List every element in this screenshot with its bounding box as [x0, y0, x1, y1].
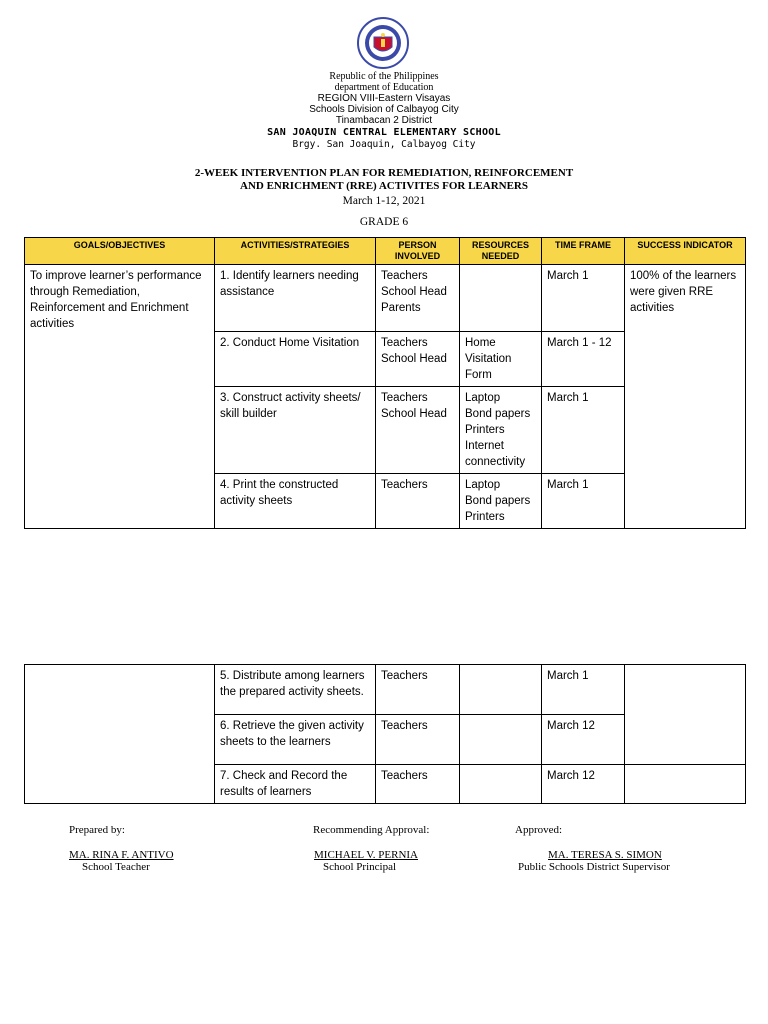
recommending-label: Recommending Approval: [313, 824, 430, 836]
activity-cell: 4. Print the constructed activity sheets [215, 474, 376, 529]
resources-cell [460, 665, 542, 715]
header-time: TIME FRAME [542, 238, 625, 265]
prepared-by-title: School Teacher [82, 861, 150, 873]
activity-cell: 6. Retrieve the given activity sheets to the learners [215, 715, 376, 765]
school-address: Brgy. San Joaquin, Calbayog City [292, 139, 476, 150]
resources-cell [460, 715, 542, 765]
person-item: Teachers [381, 392, 428, 404]
person-cell [376, 265, 460, 332]
approved-name: MA. TERESA S. SIMON [548, 849, 662, 861]
resource-item: Printers [465, 511, 505, 523]
activity-cell: 7. Check and Record the results of learners [215, 765, 376, 804]
time-cell: March 1 [542, 665, 625, 715]
resource-item: Laptop [465, 392, 501, 404]
department-line: department of Education [334, 82, 434, 93]
recommending-name: MICHAEL V. PERNIA [314, 849, 419, 861]
deped-seal-icon [357, 17, 409, 69]
goal-cell: To improve learner’s performance through Remediation, Reinforcement and Enrichment activities [25, 265, 215, 529]
person-item: Parents [381, 302, 421, 314]
resource-item: Bond papers [465, 408, 531, 420]
table-row [25, 665, 746, 715]
activity-cell: 2. Conduct Home Visitation [215, 332, 376, 387]
intervention-plan-table-continued [24, 664, 746, 804]
person-item: Teachers [381, 337, 428, 349]
activity-cell: 3. Construct activity sheets/ skill builder [215, 387, 376, 474]
resource-item: Printers [465, 424, 505, 436]
success-cell: 100% of the learners were given RRE activities [625, 265, 746, 529]
time-cell: March 1 [542, 265, 625, 332]
intervention-plan-table [24, 237, 746, 529]
table-header-row [25, 238, 746, 265]
plan-title-line-1: 2-WEEK INTERVENTION PLAN FOR REMEDIATION, REINFORCEMENT [194, 167, 574, 179]
resources-cell [460, 474, 542, 529]
person-item: Teachers [381, 270, 428, 282]
person-item: School Head [381, 286, 447, 298]
person-cell: Teachers [376, 474, 460, 529]
activity-cell: 5. Distribute among learners the prepared activity sheets. [215, 665, 376, 715]
resources-cell: Home Visitation Form [460, 332, 542, 387]
resource-item: Internet connectivity [465, 440, 526, 468]
time-cell: March 12 [542, 765, 625, 804]
activity-cell: 1. Identify learners needing assistance [215, 265, 376, 332]
plan-title-line-2: AND ENRICHMENT (RRE) ACTIVITES FOR LEARNERS [240, 180, 528, 192]
header-activities: ACTIVITIES/STRATEGIES [215, 238, 376, 265]
approved-title: Public Schools District Supervisor [518, 861, 670, 873]
person-cell [376, 387, 460, 474]
resources-cell [460, 765, 542, 804]
time-cell: March 1 [542, 387, 625, 474]
time-cell: March 12 [542, 715, 625, 765]
goal-cell-empty [25, 665, 215, 804]
person-cell: Teachers [376, 765, 460, 804]
person-cell: Teachers [376, 665, 460, 715]
person-item: School Head [381, 353, 447, 365]
resources-cell [460, 265, 542, 332]
resource-item: Bond papers [465, 495, 531, 507]
person-cell [376, 332, 460, 387]
person-item: School Head [381, 408, 447, 420]
header-goals: GOALS/OBJECTIVES [25, 238, 215, 265]
grade-level: GRADE 6 [359, 216, 409, 228]
recommending-title: School Principal [323, 861, 397, 873]
person-cell: Teachers [376, 715, 460, 765]
table-row [25, 265, 746, 332]
resources-cell [460, 387, 542, 474]
school-name: SAN JOAQUIN CENTRAL ELEMENTARY SCHOOL [267, 127, 501, 138]
republic-line: Republic of the Philippines [329, 71, 439, 82]
header-resources: RESOURCES NEEDED [460, 238, 542, 265]
time-cell: March 1 [542, 474, 625, 529]
region-line: REGION VIII-Eastern Visayas [317, 93, 451, 104]
header-success: SUCCESS INDICATOR [625, 238, 746, 265]
success-cell-empty [625, 765, 746, 804]
resource-item: Laptop [465, 479, 501, 491]
approved-label: Approved: [515, 824, 563, 836]
district-line: Tinambacan 2 District [335, 115, 433, 126]
time-cell: March 1 - 12 [542, 332, 625, 387]
prepared-by-label: Prepared by: [69, 824, 125, 836]
header-person: PERSON INVOLVED [376, 238, 460, 265]
plan-date: March 1-12, 2021 [342, 195, 426, 207]
division-line: Schools Division of Calbayog City [309, 104, 459, 115]
success-cell-empty [625, 665, 746, 765]
prepared-by-name: MA. RINA F. ANTIVO [69, 849, 174, 861]
